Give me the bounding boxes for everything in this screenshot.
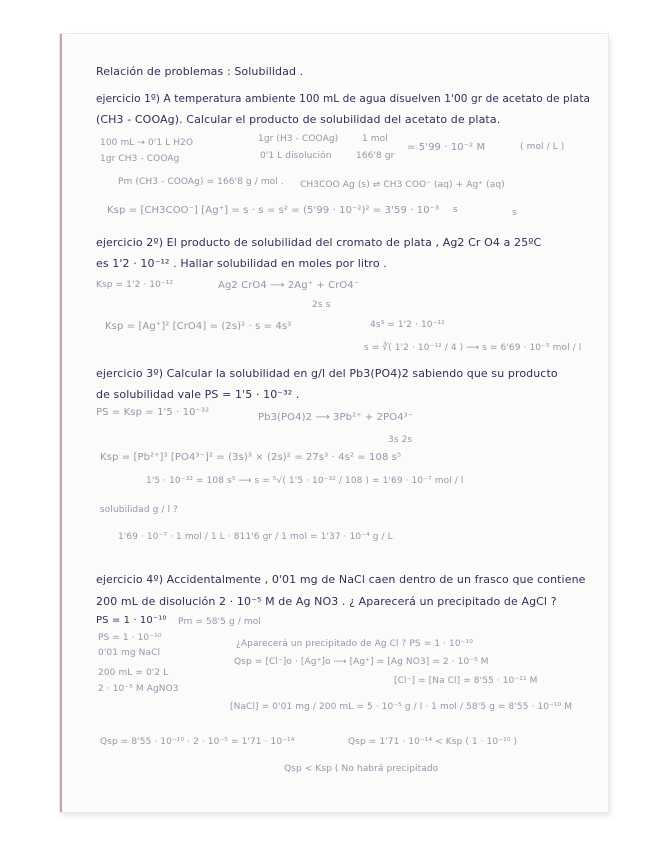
- ex3-conversion: 1'69 · 10⁻⁷ · 1 mol / 1 L · 811'6 gr / 1 mol = 1'37 · 10⁻⁴ g / L: [118, 532, 393, 542]
- ex3-question: solubilidad g / l ?: [100, 505, 178, 515]
- ex4-chloride-conc: [Cl⁻] = [Na Cl] = 8'55 · 10⁻¹¹ M: [394, 676, 538, 686]
- ex1-s-label: s: [512, 208, 517, 218]
- ex2-title-cont: es 1'2 · 10⁻¹² . Hallar solubilidad en moles por litro .: [96, 257, 387, 270]
- ex4-data-agno3: 2 · 10⁻⁵ M AgNO3: [98, 684, 179, 694]
- ex1-data-volume: 100 mL → 0'1 L H2O: [100, 138, 194, 148]
- ex4-data-nacl: 0'01 mg NaCl: [98, 648, 161, 658]
- ex2-ksp-given: Ksp = 1'2 · 10⁻¹²: [96, 280, 174, 290]
- ex3-title-cont: de solubilidad vale PS = 1'5 · 10⁻³² .: [96, 388, 300, 401]
- page-heading: Relación de problemas : Solubilidad .: [96, 65, 304, 78]
- ex3-equation: 1'5 · 10⁻³² = 108 s⁵ ⟶ s = ⁵√( 1'5 · 10⁻³² / 108 ) = 1'69 · 10⁻⁷ mol / l: [146, 476, 464, 486]
- ex1-molar-mass: Pm (CH3 - COOAg) = 166'8 g / mol .: [118, 177, 284, 187]
- ex3-ps: PS = Ksp = 1'5 · 10⁻³²: [96, 407, 210, 418]
- ex1-title: ejercicio 1º) A temperatura ambiente 100 mL de agua disuelven 1'00 gr de acetato de plata: [96, 93, 591, 105]
- ex4-data-volume: 200 mL = 0'2 L: [98, 668, 169, 678]
- ex4-title: ejercicio 4º) Accidentalmente , 0'01 mg de NaCl caen dentro de un frasco que contiene: [96, 573, 586, 586]
- ex2-root-solution: s = ∛( 1'2 · 10⁻¹² / 4 ) ⟶ s = 6'69 · 10⁻⁵ mol / l: [364, 343, 582, 353]
- ex4-comparison: Qsp = 1'71 · 10⁻¹⁴ < Ksp ( 1 · 10⁻¹⁰ ): [348, 737, 518, 747]
- ex3-ksp: Ksp = [Pb²⁺]³ [PO4³⁻]² = (3s)³ × (2s)² = 27s³ · 4s² = 108 s⁵: [100, 452, 402, 463]
- ex4-data-ps: PS = 1 · 10⁻¹⁰: [98, 633, 162, 643]
- ex3-concentrations: 3s 2s: [388, 435, 413, 445]
- ex1-conv-denominator: 0'1 L disolución: [260, 151, 332, 161]
- ex2-4s3-equation: 4s³ = 1'2 · 10⁻¹²: [370, 320, 445, 330]
- ex4-nacl-conc: [NaCl] = 0'01 mg / 200 mL = 5 · 10⁻⁵ g / l · 1 mol / 58'5 g = 8'55 · 10⁻¹⁰ M: [230, 702, 573, 712]
- ex1-conv-numerator: 1gr (H3 - COOAg): [258, 134, 339, 144]
- ex4-qsp-definition: Qsp = [Cl⁻]o · [Ag⁺]o ⟶ [Ag⁺] = [Ag NO3] = 2 · 10⁻⁵ M: [234, 657, 489, 667]
- ex4-title-cont: 200 mL de disolución 2 · 10⁻⁵ M de Ag NO3 . ¿ Aparecerá un precipitado de AgCl ?: [96, 595, 557, 608]
- ex1-s-mark: s: [453, 205, 458, 215]
- ex1-ksp: Ksp = [CH3COO⁻] [Ag⁺] = s · s = s² = (5'99 · 10⁻²)² = 3'59 · 10⁻³: [107, 205, 440, 216]
- ex1-title-cont: (CH3 - COOAg). Calcular el producto de solubilidad del acetato de plata.: [96, 113, 501, 126]
- ex2-title: ejercicio 2º) El producto de solubilidad del cromato de plata , Ag2 Cr O4 a 25ºC: [96, 236, 542, 249]
- ex4-question: ¿Aparecerá un precipitado de Ag Cl ? PS = 1 · 10⁻¹⁰: [236, 639, 473, 649]
- ex3-title: ejercicio 3º) Calcular la solubilidad en g/l del Pb3(PO4)2 sabiendo que su producto: [96, 367, 558, 380]
- ex1-frac2-denominator: 166'8 gr: [356, 151, 395, 161]
- ex2-ksp-expression: Ksp = [Ag⁺]² [CrO4] = (2s)² · s = 4s³: [105, 321, 292, 332]
- ex2-concentrations: 2s s: [312, 300, 331, 310]
- ex4-molar-mass: Pm = 58'5 g / mol: [178, 617, 261, 627]
- ex4-conclusion: Qsp < Ksp ( No habrá precipitado: [284, 764, 439, 774]
- ex3-equilibrium: Pb3(PO4)2 ⟶ 3Pb²⁺ + 2PO4³⁻: [258, 412, 414, 423]
- ex1-frac2-numerator: 1 mol: [362, 134, 388, 144]
- ex1-conv-result: = 5'99 · 10⁻² M: [407, 142, 486, 153]
- ex1-data-mass: 1gr CH3 - COOAg: [100, 154, 180, 164]
- ex2-equilibrium: Ag2 CrO4 ⟶ 2Ag⁺ + CrO4⁻: [218, 280, 360, 291]
- ex4-ps: PS = 1 · 10⁻¹⁰: [96, 615, 167, 626]
- ex1-equilibrium: CH3COO Ag (s) ⇌ CH3 COO⁻ (aq) + Ag⁺ (aq): [300, 180, 505, 190]
- ex4-qsp-value: Qsp = 8'55 · 10⁻¹⁰ · 2 · 10⁻⁵ = 1'71 · 10⁻¹⁴: [100, 737, 295, 747]
- ex1-units: ( mol / L ): [520, 142, 565, 152]
